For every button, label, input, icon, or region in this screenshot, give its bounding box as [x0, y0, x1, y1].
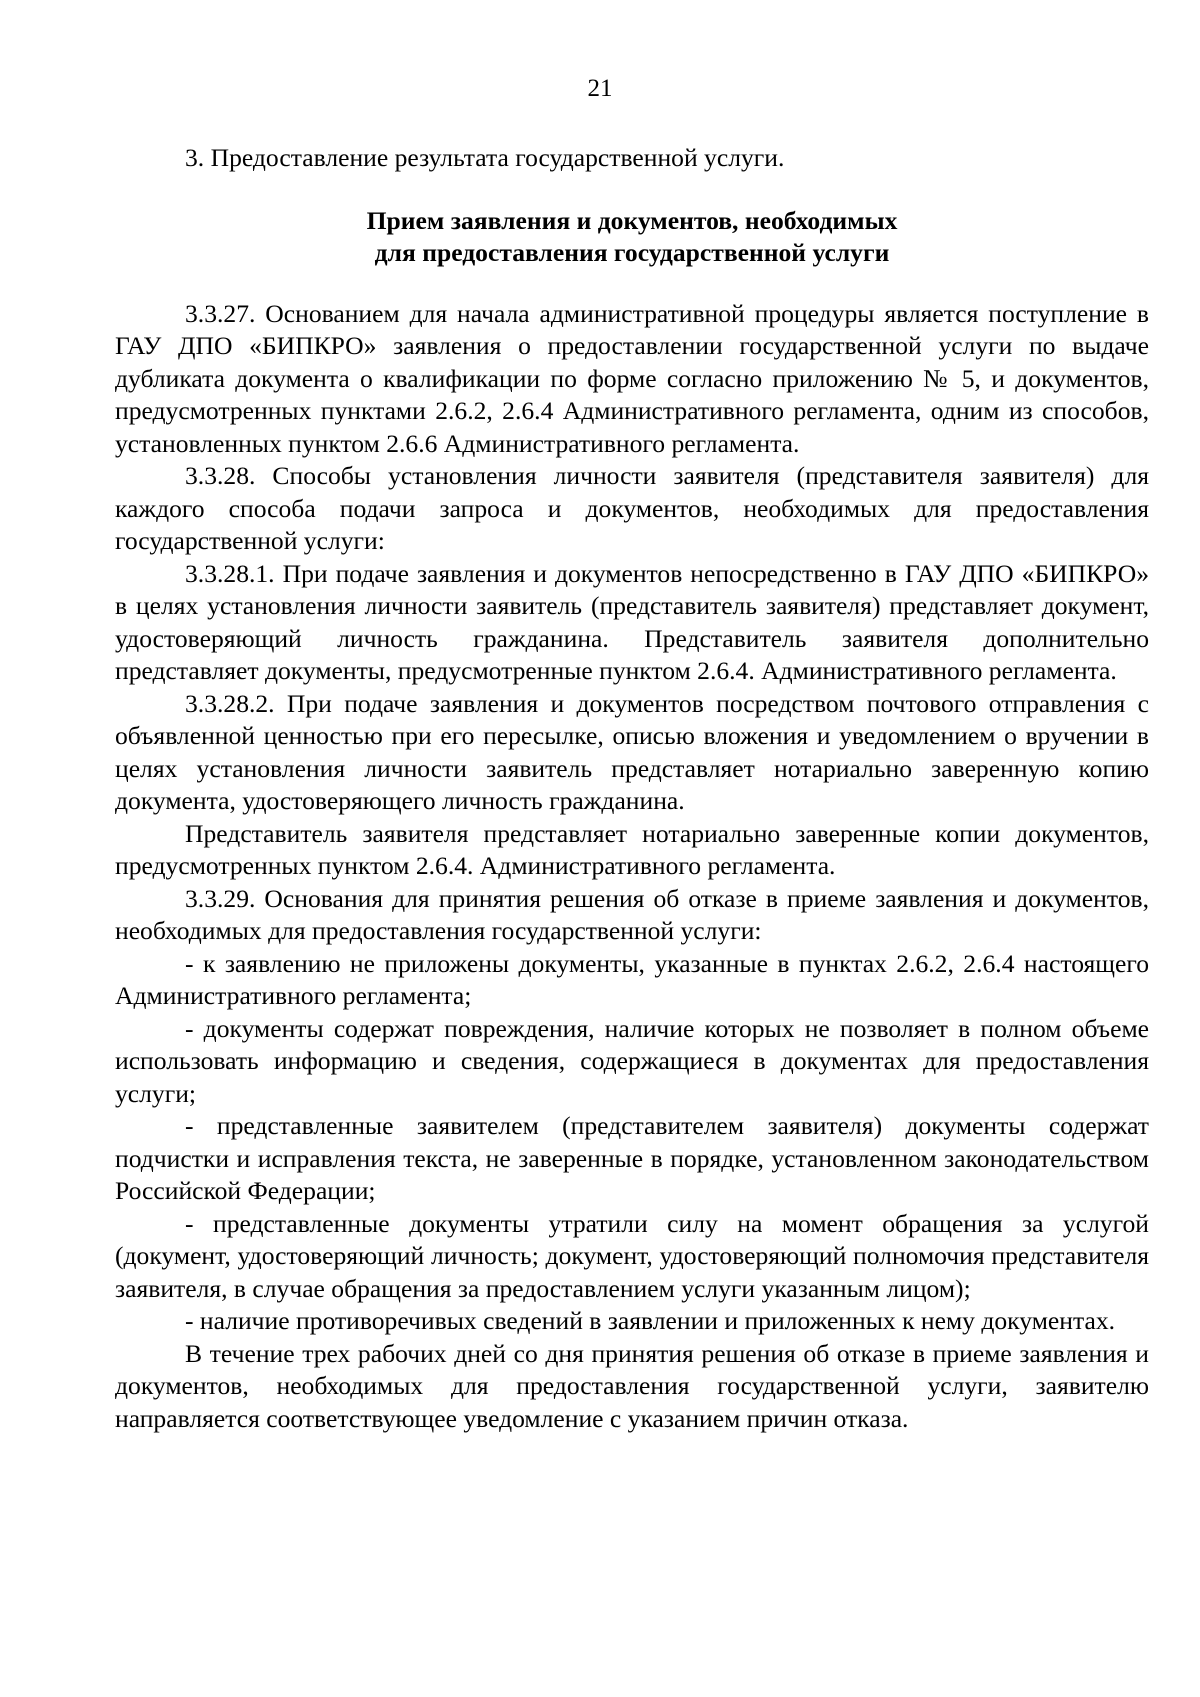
paragraph-3-3-28-1: 3.3.28.1. При подаче заявления и документов непосредственно в ГАУ ДПО «БИПКРО» в целях установления личности заявитель (представитель заявителя) представляет документ, удостоверяющий личность гражданина. Представитель заявителя дополнительно представляет документы, предусмотренные пунктом 2.6.4. Административного регламента. [115, 558, 1149, 685]
list-item-damaged-documents: - документы содержат повреждения, наличие которых не позволяет в полном объеме использовать информацию и сведения, содержащиеся в документах для предоставления услуги; [115, 1013, 1149, 1108]
document-body [115, 142, 1149, 1435]
paragraph-3-3-28-2: 3.3.28.2. При подаче заявления и документов посредством почтового отправления с объявленной ценностью при его пересылке, описью вложения и уведомлением о вручении в целях установления личности заявитель представляет нотариально заверенную копию документа, удостоверяющего личность гражданина. [115, 688, 1149, 815]
paragraph-representative: Представитель заявителя представляет нотариально заверенные копии документов, предусмотренных пунктом 2.6.4. Административного регламента. [115, 818, 1149, 880]
page-number: 21 [587, 75, 613, 102]
section-title: 3. Предоставление результата государственной услуги. [185, 143, 785, 172]
paragraph-3-3-29: 3.3.29. Основания для принятия решения об отказе в приеме заявления и документов, необходимых для предоставления государственной услуги: [115, 883, 1149, 945]
list-item-contradictory-info: - наличие противоречивых сведений в заявлении и приложенных к нему документах. [185, 1306, 1116, 1335]
section-heading [115, 205, 1149, 270]
paragraph-notification: В течение трех рабочих дней со дня принятия решения об отказе в приеме заявления и документов, необходимых для предоставления государственной услуги, заявителю направляется соответствующее уведомление с указанием причин отказа. [115, 1338, 1149, 1433]
heading-line-2: для предоставления государственной услуги [374, 238, 890, 267]
paragraph-3-3-27: 3.3.27. Основанием для начала административной процедуры является поступление в ГАУ ДПО «БИПКРО» заявления о предоставлении государственной услуги по выдаче дубликата документа о квалификации по форме согласно приложению № 5, и документов, предусмотренных пунктами 2.6.2, 2.6.4 Административного регламента, одним из способов, установленных пунктом 2.6.6 Административного регламента. [115, 298, 1149, 458]
heading-line-1: Прием заявления и документов, необходимых [366, 205, 898, 235]
list-item-missing-documents: - к заявлению не приложены документы, указанные в пунктах 2.6.2, 2.6.4 настоящего Административного регламента; [115, 948, 1149, 1010]
paragraph-3-3-28: 3.3.28. Способы установления личности заявителя (представителя заявителя) для каждого способа подачи запроса и документов, необходимых для предоставления государственной услуги: [115, 461, 1149, 555]
list-item-corrections: - представленные заявителем (представителем заявителя) документы содержат подчистки и исправления текста, не заверенные в порядке, установленном законодательством Российской Федерации; [115, 1111, 1149, 1205]
list-item-expired-documents: - представленные документы утратили силу на момент обращения за услугой (документ, удостоверяющий личность; документ, удостоверяющий полномочия представителя заявителя, в случае обращения за предоставлением услуги указанным лицом); [115, 1208, 1149, 1303]
